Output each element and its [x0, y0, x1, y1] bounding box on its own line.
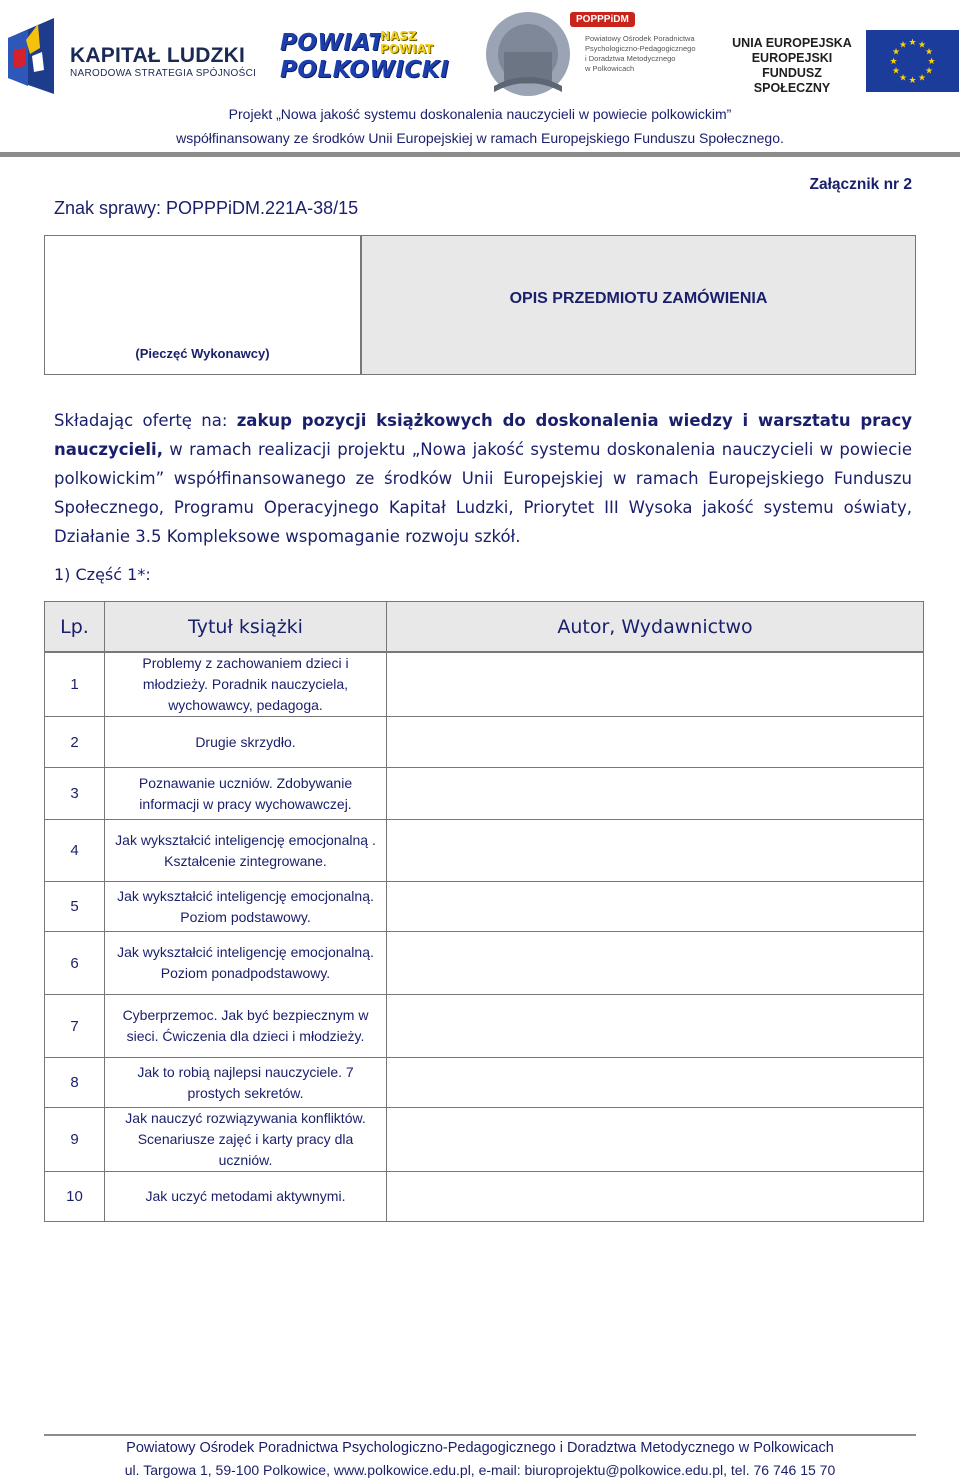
case-number: Znak sprawy: POPPPiDM.221A-38/15	[54, 198, 359, 218]
eu-flag-icon	[866, 30, 959, 92]
table-row	[45, 1108, 924, 1172]
table-row	[45, 768, 924, 820]
poppidm-logo-icon	[484, 8, 584, 100]
column-header-lp: Lp.	[45, 602, 105, 652]
part-label: 1) Część 1*:	[54, 565, 151, 584]
header-divider	[0, 152, 960, 157]
poppidm-name-line4: w Polkowicach	[585, 64, 635, 73]
eu-star-icon: ★	[891, 65, 901, 76]
table-row	[45, 820, 924, 882]
eu-star-icon: ★	[924, 46, 934, 57]
poppidm-name-line1: Powiatowy Ośrodek Poradnictwa	[585, 34, 695, 43]
attachment-label: Załącznik nr 2	[809, 176, 912, 193]
poppidm-name-line3: i Doradztwa Metodycznego	[585, 54, 676, 63]
footer-divider	[44, 1434, 916, 1436]
poppidm-name	[585, 34, 696, 74]
powiat-logo-line1: POWIAT	[280, 30, 385, 56]
row-lp: 9	[45, 1108, 105, 1172]
row-lp: 10	[45, 1172, 105, 1222]
poppidm-name-line2: Psychologiczno-Pedagogicznego	[585, 44, 696, 53]
eu-star-icon: ★	[917, 72, 927, 83]
row-title: Jak wykształcić inteligencję emocjonalną. Poziom podstawowy.	[105, 882, 387, 932]
project-title-line1: Projekt „Nowa jakość systemu doskonalenia nauczycieli w powiecie polkowickim”	[228, 106, 732, 122]
eu-star-icon: ★	[924, 65, 934, 76]
eu-star-icon: ★	[891, 46, 901, 57]
footer-contact: ul. Targowa 1, 59-100 Polkowice, www.polkowice.edu.pl, e-mail: biuroprojektu@polkowice.edu.pl, tel. 76 746 15 70	[124, 1462, 836, 1478]
row-title: Jak nauczyć rozwiązywania konfliktów. Scenariusze zajęć i karty pracy dla uczniów.	[105, 1108, 387, 1172]
row-title: Drugie skrzydło.	[105, 717, 387, 768]
row-lp: 4	[45, 820, 105, 882]
table-row	[45, 717, 924, 768]
project-title-line2: współfinansowany ze środków Unii Europejskiej w ramach Europejskiego Funduszu Społecznego.	[176, 130, 784, 146]
table-row	[45, 932, 924, 995]
row-lp: 7	[45, 995, 105, 1058]
powiat-polkowicki-logo	[280, 29, 450, 83]
offer-paragraph-subject: zakup pozycji książkowych do doskonalenia wiedzy i warsztatu pracy nauczycieli,	[54, 411, 912, 459]
table-row	[45, 1058, 924, 1108]
poppidm-badge: POPPPiDM	[570, 12, 635, 27]
row-lp: 2	[45, 717, 105, 768]
table-row	[45, 653, 924, 717]
offer-paragraph-rest: w ramach realizacji projektu „Nowa jakość systemu doskonalenia nauczycieli w powiecie polkowickim” współfinansowanego ze środków Unii Europejskiej w ramach Europejskiego Funduszu Społecznego, Programu Operacyjnego Kapitał Ludzki, Priorytet III Wysoka jakość systemu oświaty, Działanie 3.5 Kompleksowe wspomaganie rozwoju szkół.	[54, 440, 912, 546]
ue-line1: UNIA EUROPEJSKA	[732, 36, 852, 50]
row-author	[387, 932, 924, 995]
eu-star-icon: ★	[927, 56, 936, 66]
table-row	[45, 882, 924, 932]
ue-line3: FUNDUSZ SPOŁECZNY	[753, 66, 831, 95]
row-title: Problemy z zachowaniem dzieci i młodzieży. Poradnik nauczyciela, wychowawcy, pedagoga.	[105, 653, 387, 717]
row-author	[387, 1058, 924, 1108]
column-header-author: Autor, Wydawnictwo	[387, 602, 924, 652]
powiat-logo-nasz: NASZ POWIAT	[380, 29, 434, 56]
footer-institution: Powiatowy Ośrodek Poradnictwa Psychologiczno-Pedagogicznego i Doradztwa Metodycznego w Polkowicach	[126, 1440, 834, 1456]
row-author	[387, 717, 924, 768]
row-author	[387, 1108, 924, 1172]
table-row	[45, 1172, 924, 1222]
document-title: OPIS PRZEDMIOTU ZAMÓWIENIA	[509, 290, 768, 307]
row-author	[387, 995, 924, 1058]
row-author	[387, 653, 924, 717]
table-row	[45, 995, 924, 1058]
eu-star-icon: ★	[898, 72, 908, 83]
kapital-ludzki-subtitle: NARODOWA STRATEGIA SPÓJNOŚCI	[70, 68, 257, 79]
row-lp: 6	[45, 932, 105, 995]
kapital-ludzki-logo-icon	[8, 18, 54, 94]
row-author	[387, 882, 924, 932]
row-lp: 8	[45, 1058, 105, 1108]
row-author	[387, 1172, 924, 1222]
row-title: Jak wykształcić inteligencję emocjonalną . Kształcenie zintegrowane.	[105, 820, 387, 882]
books-table	[44, 601, 924, 1222]
row-title: Jak wykształcić inteligencję emocjonalną. Poziom ponadpodstawowy.	[105, 932, 387, 995]
row-title: Cyberprzemoc. Jak być bezpiecznym w sieci. Ćwiczenia dla dzieci i młodzieży.	[105, 995, 387, 1058]
table-header-row	[45, 602, 924, 652]
eu-star-icon: ★	[889, 56, 898, 66]
row-title: Jak uczyć metodami aktywnymi.	[105, 1172, 387, 1222]
row-author	[387, 768, 924, 820]
row-lp: 1	[45, 653, 105, 717]
column-header-title: Tytuł książki	[105, 602, 387, 652]
offer-paragraph-lead: Składając ofertę na:	[54, 411, 237, 430]
row-title: Poznawanie uczniów. Zdobywanie informacji w pracy wychowawczej.	[105, 768, 387, 820]
eu-star-icon: ★	[898, 39, 908, 50]
contractor-stamp-label: (Pieczęć Wykonawcy)	[135, 346, 270, 361]
row-title: Jak to robią najlepsi nauczyciele. 7 prostych sekretów.	[105, 1058, 387, 1108]
eu-star-icon: ★	[917, 39, 927, 50]
row-lp: 5	[45, 882, 105, 932]
row-author	[387, 820, 924, 882]
eu-star-icon: ★	[908, 75, 917, 85]
row-lp: 3	[45, 768, 105, 820]
offer-paragraph	[54, 406, 912, 551]
eu-star-icon: ★	[908, 37, 917, 47]
kapital-ludzki-title: KAPITAŁ LUDZKI	[70, 44, 246, 67]
unia-europejska-text	[727, 36, 857, 96]
powiat-logo-line2: POLKOWICKI	[280, 57, 450, 83]
ue-line2: EUROPEJSKI	[751, 51, 833, 65]
